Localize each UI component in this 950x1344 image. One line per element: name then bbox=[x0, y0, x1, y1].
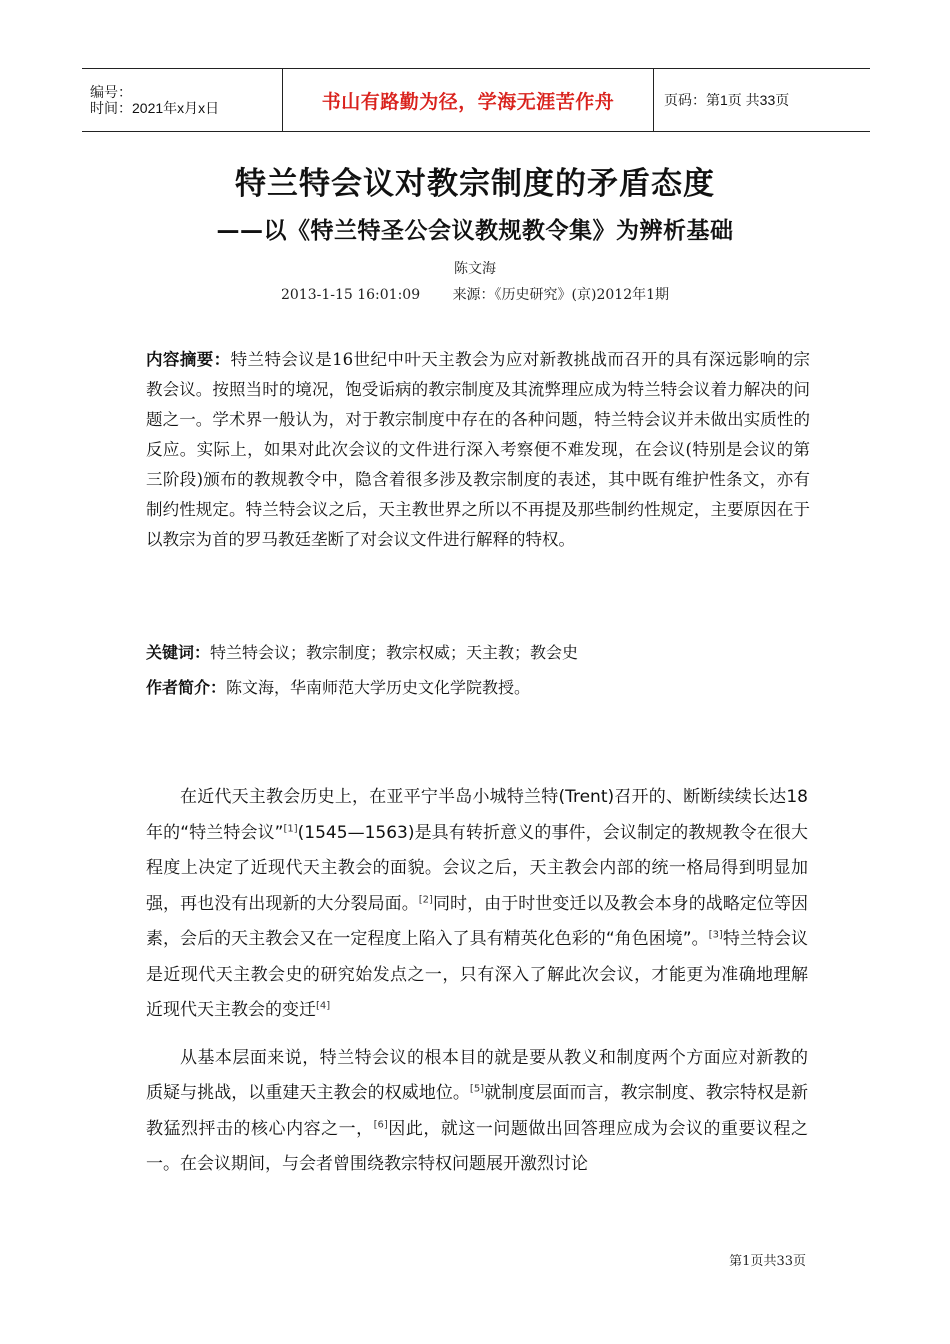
header-page-cell bbox=[654, 69, 870, 131]
author-bio-label: 作者简介： bbox=[146, 678, 227, 697]
body-text: 在近代天主教会历史上，在亚平宁半岛小城特兰特(Trent)召开的、断断续续长达18年的“特兰特会议” bbox=[146, 787, 808, 843]
body-text: (1545—1563)是具有转折意义的事件，会议制定的教规教令在很大程度上决定了近现代天主教会的面貌。会议之后，天主教会内部的统一格局得到明显加强，再也没有出现新的大分裂局面。 bbox=[146, 822, 808, 914]
abstract-text: 特兰特会议是16世纪中叶天主教会为应对新教挑战而召开的具有深远影响的宗教会议。按照当时的境况，饱受诟病的教宗制度及其流弊理应成为特兰特会议着力解决的问题之一。学术界一般认为，对于教宗制度中存在的各种问题，特兰特会议并未做出实质性的反应。实际上，如果对此次会议的文件进行深入考察便不难发现，在会议(特别是会议的第三阶段)颁布的教规教令中，隐含着很多涉及教宗制度的表述，其中既有维护性条文，亦有制约性规定。特兰特会议之后，天主教世界之所以不再提及那些制约性规定，主要原因在于以教宗为首的罗马教廷垄断了对会议文件进行解释的特权。 bbox=[146, 350, 810, 549]
article-author: 陈文海 bbox=[454, 261, 496, 277]
footnote-ref[interactable]: [2] bbox=[418, 893, 433, 905]
article-body bbox=[146, 780, 808, 1183]
article-datetime: 2013-1-15 16:01:09 bbox=[280, 287, 421, 303]
keywords bbox=[146, 641, 810, 665]
body-paragraph bbox=[146, 1041, 808, 1183]
header-info bbox=[82, 69, 282, 131]
body-text: 同时，由于时世变迁以及教会本身的战略定位等因素，会后的天主教会又在一定程度上陷入了具有精英化色彩的“角色困境”。 bbox=[146, 893, 809, 949]
page-footer: 第1页共33页 bbox=[729, 1254, 806, 1269]
number-label: 编号： bbox=[90, 84, 132, 100]
author-bio bbox=[146, 676, 810, 700]
footnote-ref[interactable]: [1] bbox=[283, 822, 298, 834]
author-bio-text: 陈文海，华南师范大学历史文化学院教授。 bbox=[226, 678, 531, 697]
article-title: 特兰特会议对教宗制度的矛盾态度 bbox=[235, 166, 715, 202]
abstract bbox=[146, 345, 810, 555]
article-meta bbox=[0, 284, 950, 304]
footnote-ref[interactable]: [5] bbox=[469, 1083, 485, 1095]
body-paragraph bbox=[146, 780, 808, 1029]
header-motto: 书山有路勤为径，学海无涯苦作舟 bbox=[321, 90, 615, 113]
page-header bbox=[82, 68, 870, 132]
date-label: 时间：2021年x月x日 bbox=[90, 100, 220, 116]
article-source: 来源：《历史研究》(京)2012年1期 bbox=[452, 287, 670, 303]
footnote-ref[interactable]: [6] bbox=[373, 1118, 388, 1130]
footnote-ref[interactable]: [4] bbox=[316, 1000, 331, 1012]
footnote-ref[interactable]: [3] bbox=[708, 929, 723, 941]
article-subtitle: ——以《特兰特圣公会议教规教令集》为辨析基础 bbox=[216, 218, 734, 244]
keywords-text: 特兰特会议；教宗制度；教宗权威；天主教；教会史 bbox=[210, 643, 579, 662]
body-text: 因此，就这一问题做出回答理应成为会议的重要议程之一。在会议期间，与会者曾围绕教宗特权问题展开激烈讨论 bbox=[146, 1118, 809, 1174]
header-motto-cell bbox=[282, 69, 654, 131]
body-text: 从基本层面来说，特兰特会议的根本目的就是要从教义和制度两个方面应对新教的质疑与挑战，以重建天主教会的权威地位。 bbox=[146, 1047, 808, 1103]
body-text: 特兰特会议是近现代天主教会史的研究始发点之一，只有深入了解此次会议，才能更为准确地理解近现代天主教会的变迁 bbox=[146, 929, 808, 1020]
keywords-label: 关键词： bbox=[146, 643, 211, 662]
body-text: 就制度层面而言，教宗制度、教宗特权是新教猛烈抨击的核心内容之一， bbox=[146, 1083, 809, 1139]
abstract-label: 内容摘要： bbox=[146, 350, 231, 369]
header-page-label: 页码：第1页 共33页 bbox=[664, 92, 790, 108]
